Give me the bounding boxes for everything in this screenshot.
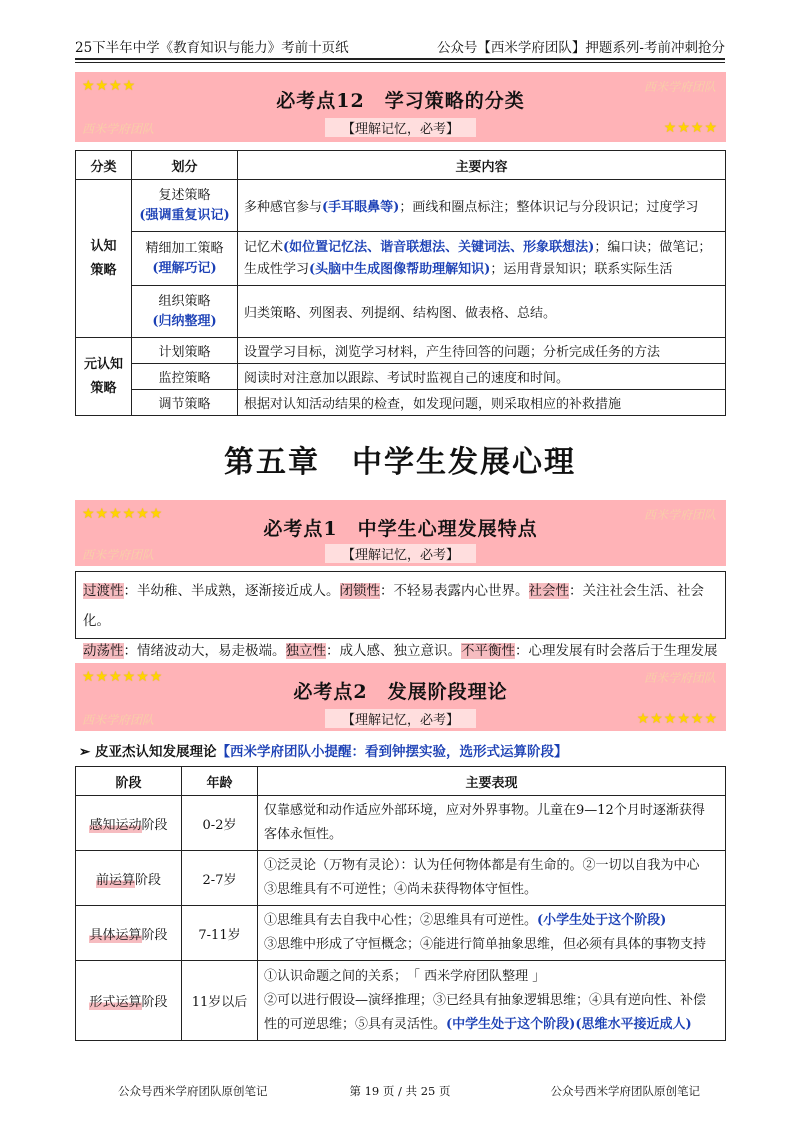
performance-emphasis: (中学生处于这个阶段)(思维水平接近成人) bbox=[446, 1016, 692, 1032]
feature-value: ：不轻易表露内心世界。 bbox=[380, 583, 529, 599]
section12-title: 必考点12 学习策略的分类 bbox=[276, 90, 525, 112]
table-row bbox=[76, 364, 726, 390]
learning-strategy-table bbox=[75, 150, 726, 416]
section1-banner bbox=[75, 500, 726, 566]
col-header: 年龄 bbox=[182, 767, 258, 796]
col-header: 主要表现 bbox=[258, 767, 726, 796]
feature-key: 闭锁性 bbox=[339, 583, 380, 599]
performance-line bbox=[264, 1013, 719, 1037]
stage-suffix: 阶段 bbox=[141, 927, 168, 943]
performance-emphasis: (小学生处于这个阶段) bbox=[537, 913, 667, 928]
age-cell: 11岁以后 bbox=[182, 961, 258, 1041]
performance-text: 性的可逆思维；⑤具有灵活性。 bbox=[264, 1016, 447, 1032]
stage-suffix: 阶段 bbox=[141, 817, 168, 833]
strategy-name: 精细加工策略 bbox=[145, 240, 224, 256]
star-rating-left: ★★★★★★ bbox=[82, 669, 164, 685]
strategy-cell bbox=[132, 232, 238, 286]
table-row bbox=[76, 232, 726, 286]
age-cell: 2-7岁 bbox=[182, 851, 258, 906]
strategy-name: 监控策略 bbox=[132, 364, 238, 390]
content-text: ；画线和圈点标注；整体识记与分段识记；过度学习 bbox=[399, 200, 699, 215]
col-header: 阶段 bbox=[76, 767, 182, 796]
section2-subtitle: 【理解记忆，必考】 bbox=[325, 709, 476, 728]
group-cell: 元认知 策略 bbox=[76, 338, 132, 416]
page-number: 第 19 页 / 共 25 页 bbox=[349, 1084, 451, 1098]
feature-key: 不平衡性 bbox=[461, 643, 515, 659]
feature-key: 独立性 bbox=[285, 643, 326, 659]
performance-cell bbox=[258, 961, 726, 1041]
performance-text: ①思维具有去自我中心性；②思维具有可逆性。 bbox=[264, 913, 538, 928]
content-cell: 归类策略、列图表、列提纲、结构图、做表格、总结。 bbox=[238, 286, 726, 338]
table-row bbox=[76, 338, 726, 364]
feature-key: 社会性 bbox=[528, 583, 569, 599]
stage-suffix: 阶段 bbox=[141, 995, 168, 1010]
performance-line: 仅靠感觉和动作适应外部环境，应对外界事物。儿童在9—12个月时逐渐获得 bbox=[264, 803, 705, 818]
chapter-title: 第五章 中学生发展心理 bbox=[224, 445, 576, 480]
feature-value: ：成人感、独立意识。 bbox=[326, 643, 461, 659]
star-rating-right: ★★★★ bbox=[663, 120, 718, 136]
strategy-name: 组织策略 bbox=[158, 293, 211, 309]
stage-highlight: 感知运动 bbox=[89, 817, 142, 833]
section1-subtitle: 【理解记忆，必考】 bbox=[325, 544, 476, 563]
performance-line: ③思维中形成了守恒概念；④能进行简单抽象思维，但必须有具体的事物支持 bbox=[264, 937, 707, 952]
feature-value: ：半幼稚、半成熟，逐渐接近成人。 bbox=[123, 583, 340, 599]
strategy-note: (归纳整理) bbox=[152, 313, 217, 329]
page-header bbox=[75, 36, 725, 56]
content-cell bbox=[238, 180, 726, 232]
header-left: 25下半年中学《教育知识与能力》考前十页纸 bbox=[75, 40, 349, 56]
development-features-box bbox=[75, 571, 726, 659]
stage-highlight: 具体运算 bbox=[89, 927, 142, 943]
star-rating-right: ★★★★★★ bbox=[636, 711, 718, 727]
content-text: 记忆术 bbox=[244, 239, 284, 255]
watermark: 西米学府团队 bbox=[82, 713, 155, 727]
stage-cell bbox=[76, 851, 182, 906]
strategy-note: (理解巧记) bbox=[152, 260, 217, 276]
table-row bbox=[76, 796, 726, 851]
stage-highlight: 形式运算 bbox=[89, 995, 142, 1010]
strategy-cell bbox=[132, 286, 238, 338]
stage-highlight: 前运算 bbox=[95, 872, 135, 888]
feature-value: ：心理发展有时会落后于生理发展 bbox=[515, 643, 718, 659]
strategy-cell bbox=[132, 180, 238, 232]
col-header: 分类 bbox=[76, 151, 132, 180]
bullet-arrow-icon: ➢ bbox=[79, 744, 96, 760]
table-header-row bbox=[76, 151, 726, 180]
performance-line: 客体永恒性。 bbox=[264, 827, 343, 842]
strategy-note: (强调重复识记) bbox=[139, 207, 230, 223]
feature-key: 过渡性 bbox=[83, 583, 124, 599]
strategy-name: 计划策略 bbox=[132, 338, 238, 364]
header-right: 公众号【西米学府团队】押题系列-考前冲刺抢分 bbox=[436, 40, 725, 56]
content-text: ；编口诀；做笔记；生成性学习 bbox=[244, 239, 712, 277]
table-row bbox=[76, 961, 726, 1041]
performance-cell bbox=[258, 796, 726, 851]
feature-value: ：情绪波动大，易走极端。 bbox=[123, 643, 286, 659]
group-cell: 认知 策略 bbox=[76, 180, 132, 338]
table-row bbox=[76, 180, 726, 232]
table-row bbox=[76, 851, 726, 906]
section1-title: 必考点1 中学生心理发展特点 bbox=[263, 518, 538, 540]
content-cell: 设置学习目标，浏览学习材料，产生待回答的问题；分析完成任务的方法 bbox=[238, 338, 726, 364]
content-emphasis: (头脑中生成图像帮助理解知识) bbox=[309, 261, 491, 277]
piaget-bullet bbox=[79, 740, 568, 760]
watermark: 西米学府团队 bbox=[643, 508, 716, 522]
watermark: 西米学府团队 bbox=[643, 80, 716, 94]
col-header: 主要内容 bbox=[238, 151, 726, 180]
performance-cell bbox=[258, 851, 726, 906]
strategy-name: 复述策略 bbox=[158, 187, 211, 203]
strategy-name: 调节策略 bbox=[132, 390, 238, 416]
content-text: 多种感官参与 bbox=[244, 200, 323, 215]
content-text: ；运用背景知识；联系实际生活 bbox=[490, 261, 673, 277]
stage-cell bbox=[76, 796, 182, 851]
feature-value: ：关注社会生活、社会化。 bbox=[83, 583, 704, 629]
content-cell bbox=[238, 232, 726, 286]
star-rating: ★★★★★★ bbox=[82, 506, 164, 522]
age-cell: 7-11岁 bbox=[182, 906, 258, 961]
content-emphasis: (手耳眼鼻等) bbox=[322, 200, 400, 215]
performance-line: ①泛灵论（万物有灵论）：认为任何物体都是有生命的。②一切以自我为中心 bbox=[264, 858, 700, 873]
performance-line: ③思维具有不可逆性；④尚未获得物体守恒性。 bbox=[264, 882, 538, 897]
section2-banner bbox=[75, 663, 726, 731]
section12-banner bbox=[75, 72, 726, 142]
performance-line bbox=[264, 909, 719, 933]
section12-subtitle: 【理解记忆，必考】 bbox=[325, 118, 476, 137]
content-emphasis: (如位置记忆法、谐音联想法、关键词法、形象联想法) bbox=[283, 239, 595, 255]
bullet-title: 皮亚杰认知发展理论 bbox=[95, 744, 217, 760]
piaget-stage-table bbox=[75, 766, 726, 1041]
star-rating-left: ★★★★ bbox=[82, 78, 137, 94]
feature-line bbox=[83, 576, 718, 636]
stage-cell bbox=[76, 961, 182, 1041]
age-cell: 0-2岁 bbox=[182, 796, 258, 851]
feature-line bbox=[83, 636, 718, 666]
table-row bbox=[76, 286, 726, 338]
footer-right: 公众号西米学府团队原创笔记 bbox=[550, 1084, 700, 1098]
stage-suffix: 阶段 bbox=[135, 872, 162, 888]
watermark: 西米学府团队 bbox=[643, 671, 716, 685]
content-cell: 阅读时对注意加以跟踪、考试时监视自己的速度和时间。 bbox=[238, 364, 726, 390]
footer-left: 公众号西米学府团队原创笔记 bbox=[118, 1084, 268, 1098]
col-header: 划分 bbox=[132, 151, 238, 180]
header-divider bbox=[75, 58, 725, 60]
table-header-row bbox=[76, 767, 726, 796]
bullet-tip: 【西米学府团队小提醒：看到钟摆实验，选形式运算阶段】 bbox=[216, 744, 568, 760]
stage-cell bbox=[76, 906, 182, 961]
watermark: 西米学府团队 bbox=[82, 548, 155, 562]
performance-line: ②可以进行假设—演绎推理；③已经具有抽象逻辑思维；④具有逆向性、补偿 bbox=[264, 992, 707, 1008]
header-divider-thin bbox=[75, 62, 725, 63]
section2-title: 必考点2 发展阶段理论 bbox=[293, 681, 508, 703]
performance-line: ①认识命题之间的关系； 「 西米学府团队整理 」 bbox=[264, 968, 546, 984]
watermark: 西米学府团队 bbox=[82, 122, 155, 136]
table-row bbox=[76, 906, 726, 961]
table-row bbox=[76, 390, 726, 416]
content-cell: 根据对认知活动结果的检查，如发现问题，则采取相应的补救措施 bbox=[238, 390, 726, 416]
performance-cell bbox=[258, 906, 726, 961]
feature-key: 动荡性 bbox=[83, 643, 124, 659]
